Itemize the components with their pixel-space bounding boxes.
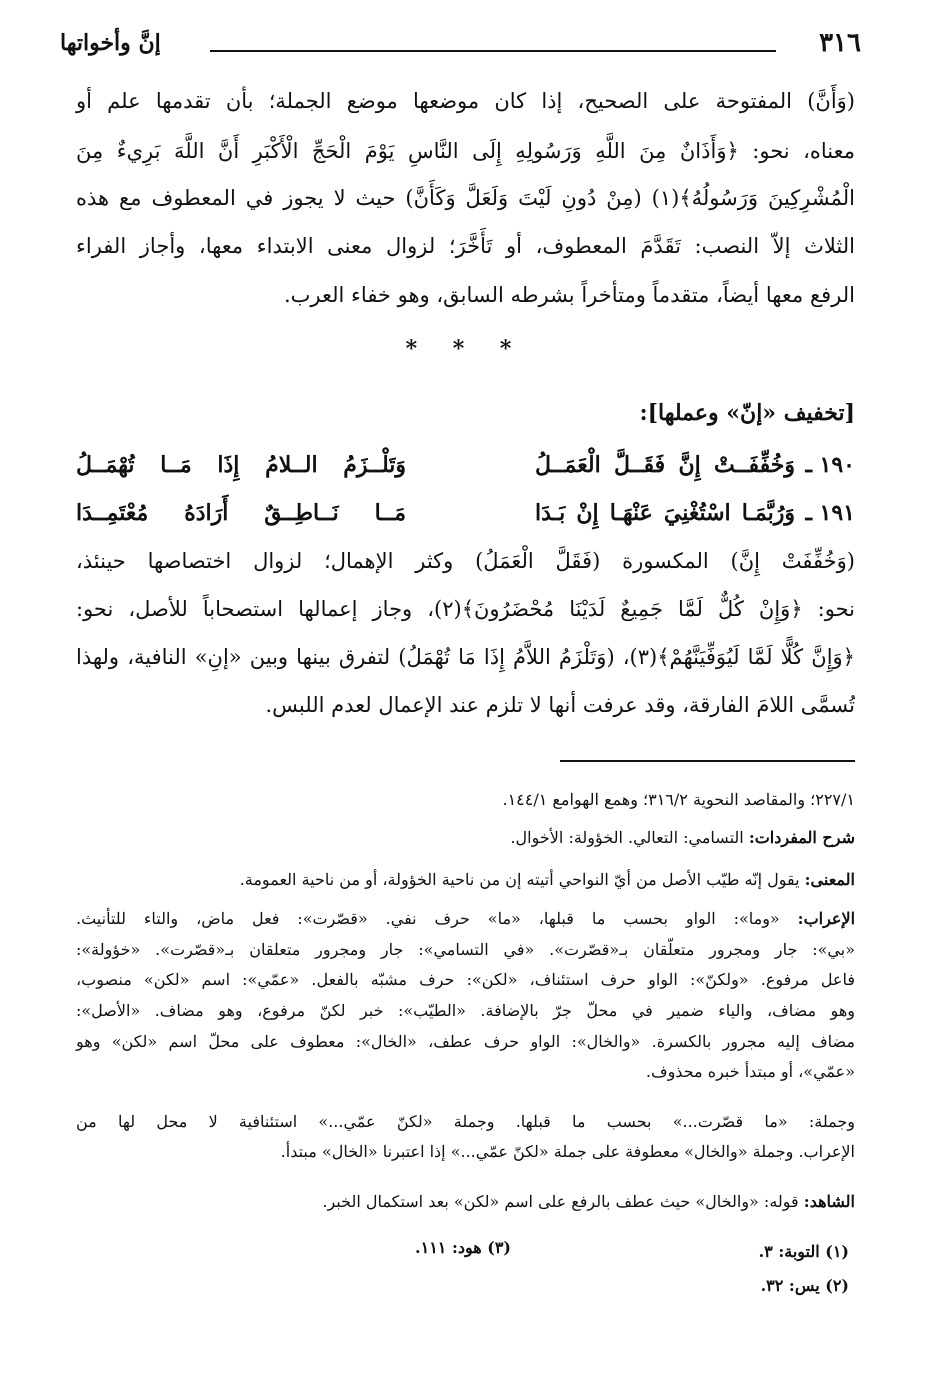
footnote-shahid	[76, 1190, 855, 1214]
verse-second-hemistich: مَــا نَــاطِــقٌ أَرَادَهُ مُعْتَمِــدَا	[76, 500, 406, 526]
footnote-rule	[560, 760, 855, 762]
verse-line	[76, 452, 855, 486]
verse-number: ١٩١ ـ	[805, 500, 855, 526]
footnote-irab-line: وهو مضاف، والياء ضمير في محلّ جرّ بالإضافة. «الطيّب»: خبر لكنّ مرفوع، وهو مضاف. «الأصل»:	[76, 1001, 855, 1020]
footnote-irab-line	[76, 907, 855, 931]
footnote-irab-line: مضاف إليه مجرور بالكسرة. «والخال»: الواو حرف عطف، «الخال»: معطوف على محلّ اسم «لكن» وهو	[76, 1032, 855, 1051]
section-separator: * * *	[405, 336, 526, 362]
footnote-source: ٢٢٧/١؛ والمقاصد النحوية ٣١٦/٢؛ وهمع الهوامع ١٤٤/١.	[502, 790, 855, 809]
running-title: إنَّ وأخواتها	[60, 30, 161, 56]
shahid-text: قوله: «والخال» حيث عطف بالرفع على اسم «لكن» بعد استكمال الخبر.	[322, 1192, 799, 1211]
paragraph-line: (وَأَنَّ) المفتوحة على الصحيح، إذا كان موضعها موضع الجملة؛ بأن تقدمها علم أو	[76, 89, 855, 113]
verse-first-hemistich: وَرُبَّمَـا اسْتُغْنِيَ عَنْهَـا إِنْ بَـدَا	[535, 500, 795, 526]
paragraph-line: (وَخُفِّفَتْ إِنَّ) المكسورة (فَقَلَّ الْعَمَلُ) وكثر الإهمال؛ لزوال اختصاصها حينئذ،	[76, 549, 855, 573]
irab-label: الإعراب:	[797, 909, 856, 928]
vocab-text: التسامي: التعالي. الخؤولة: الأخوال.	[510, 828, 744, 847]
running-header	[60, 28, 861, 64]
reference-3: (٣) هود: ١١١.	[415, 1238, 511, 1257]
paragraph-line: الرفع معها أيضاً، متقدماً ومتأخراً بشرطه السابق، وهو خفاء العرب.	[283, 283, 855, 307]
paragraph-line: الثلاث إلاّ النصب: تَقَدَّمَ المعطوف، أو تَأَخَّرَ؛ لزوال معنى الابتداء معها، وأجاز الفراء	[76, 234, 855, 258]
verse-number: ١٩٠ ـ	[805, 452, 855, 478]
verse-second-hemistich: وَتَلْــزَمُ الــلامُ إِذَا مَــا تُهْمَــلُ	[76, 452, 406, 478]
paragraph-line: الْمُشْرِكِينَ وَرَسُولُهُ﴾(١) (مِنْ دُونِ لَيْتَ وَلَعَلَّ وَكَأَنَّ) حيث لا يجوز في المعطوف مع هذه	[76, 186, 855, 210]
meaning-label: المعنى:	[804, 870, 855, 889]
section-title: [تخفيف «إنّ» وعملها]:	[639, 400, 855, 426]
reference-1: (١) التوبة: ٣.	[758, 1242, 849, 1261]
footnote-irab-line: فاعل مرفوع. «ولكنّ»: الواو حرف استئناف، «لكن»: حرف مشبّه بالفعل. «عمّي»: اسم «لكن» منصوب،	[76, 970, 856, 989]
footnote-clause-line: وجملة: «ما قصّرت...» بحسب ما قبلها. وجملة «لكنّ عمّي...» استئنافية لا محل لها من	[76, 1112, 855, 1131]
paragraph-line: تُسمَّى اللامَ الفارقة، وقد عرفت أنها لا تلزم عند الإعمال لعدم اللبس.	[265, 693, 855, 717]
footnote-vocab	[76, 826, 855, 850]
irab-text: «وما»: الواو بحسب ما قبلها، «ما» حرف نفي. «قصّرت»: فعل ماض، والتاء للتأنيث.	[76, 909, 780, 928]
meaning-text: يقول إنّه طيّب الأصل من أيّ النواحي أتيته إن من ناحية الخؤولة، أو من ناحية العمومة.	[239, 870, 800, 889]
verse-first-hemistich: وَخُفِّفَــتْ إِنَّ فَقَــلَّ الْعَمَــلُ	[535, 452, 795, 478]
header-rule	[210, 50, 776, 52]
footnote-irab-line: «عمّي»، أو مبتدأ خبره محذوف.	[645, 1062, 855, 1081]
page-number: ٣١٦	[819, 28, 861, 58]
shahid-label: الشاهد:	[803, 1192, 855, 1211]
verse-line	[76, 500, 855, 534]
footnote-meaning	[76, 868, 855, 892]
vocab-label: شرح المفردات:	[748, 828, 855, 847]
paragraph-line: ﴿وَإِنَّ كُلًّا لَمَّا لَيُوَفِّيَنَّهُمْ﴾(٣)، (وَتَلْزَمُ اللاَّمُ إِذَا مَا تُهْمَلُ) لتفرق بينها وبين «إنِ» النافية، ولهذا	[76, 645, 855, 669]
reference-2: (٢) يس: ٣٢.	[760, 1276, 849, 1295]
paragraph-line: نحو: ﴿وَإِنْ كُلٌّ لَمَّا جَمِيعٌ لَدَيْنَا مُحْضَرُونَ﴾(٢)، وجاز إعمالها استصحاباً للأصل، نحو:	[76, 597, 855, 621]
paragraph-line: معناه، نحو: ﴿وَأَذَانٌ مِنَ اللَّهِ وَرَسُولِهِ إِلَى النَّاسِ يَوْمَ الْحَجِّ الْأَكْبَرِ أَنَّ اللَّهَ بَرِيءٌ مِنَ	[76, 139, 855, 163]
footnote-irab-line: «بي»: جار ومجرور متعلّقان بـ«قصّرت». «في التسامي»: جار ومجرور متعلقان بـ«قصّرت». «خؤولة»:	[76, 940, 855, 959]
footnote-clause-line: الإعراب. وجملة «والخال» معطوفة على جملة «لكنّ عمّي...» إذا اعتبرنا «الخال» مبتدأ.	[280, 1142, 855, 1161]
